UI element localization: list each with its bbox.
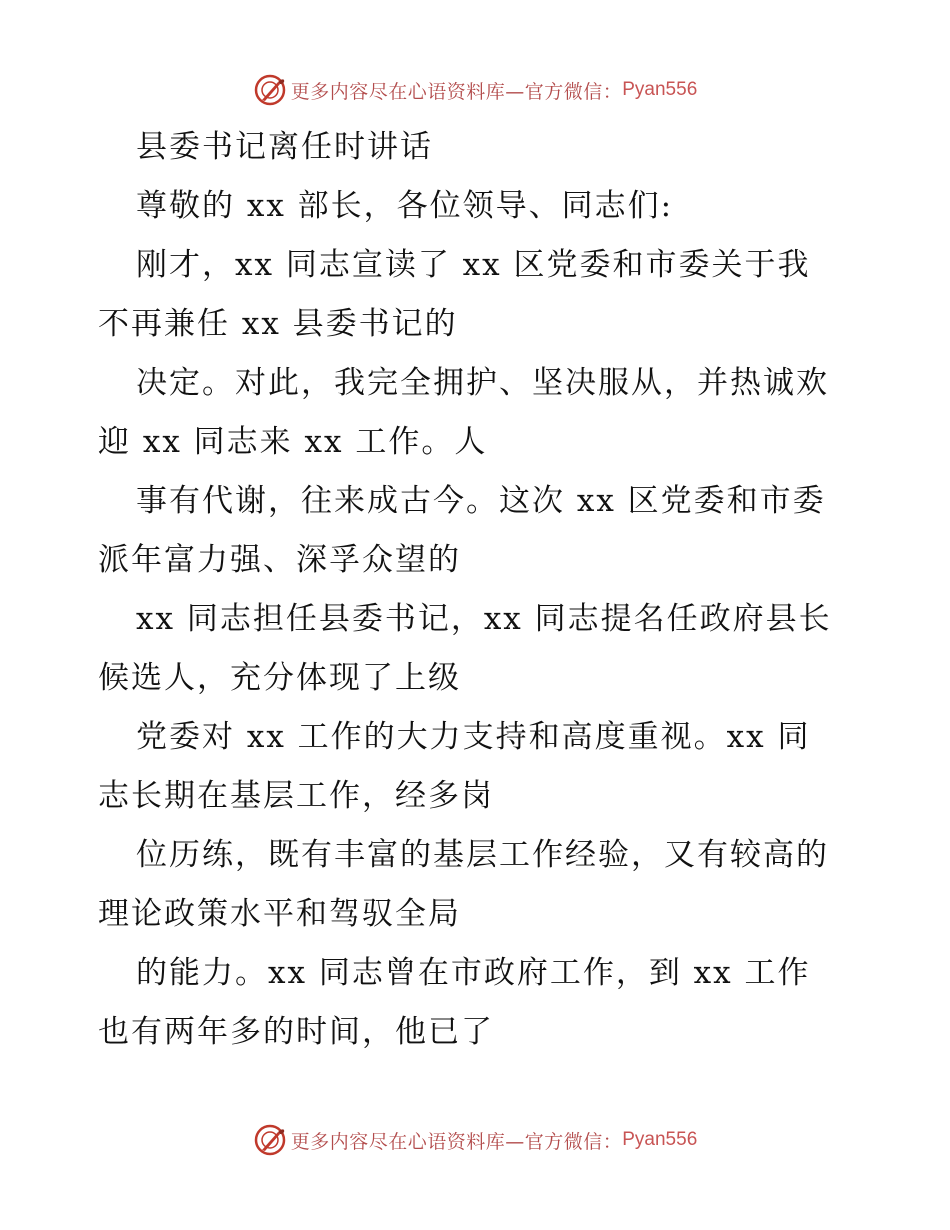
wechat-id: Pyan556 [622,79,698,100]
quill-pen-emblem-icon [253,1123,287,1157]
salutation: 尊敬的 xx 部长，各位领导、同志们: [136,188,674,224]
document-title: 县委书记离任时讲话 [136,129,433,165]
paragraph-line: 不再兼任 xx 县委书记的 [98,306,458,342]
paragraph-line: 党委对 xx 工作的大力支持和高度重视。xx 同 [136,719,811,755]
paragraph-line: 位历练，既有丰富的基层工作经验，又有较高的 [136,837,829,873]
banner-text: 更多内容尽在心语资料库—官方微信： [290,1130,623,1153]
header-banner [0,70,950,110]
paragraph-line: 派年富力强、深孚众望的 [98,542,461,578]
document-body [98,118,858,1062]
paragraph-line: 迎 xx 同志来 xx 工作。人 [98,424,488,460]
wechat-id: Pyan556 [622,1129,698,1150]
paragraph-line: 也有两年多的时间，他已了 [98,1014,494,1050]
paragraph-line: 候选人，充分体现了上级 [98,660,461,696]
footer-banner [0,1120,950,1160]
paragraph-line: 决定。对此，我完全拥护、坚决服从，并热诚欢 [136,365,829,401]
banner-text: 更多内容尽在心语资料库—官方微信： [290,80,623,103]
paragraph-line: xx 同志担任县委书记，xx 同志提名任政府县长 [136,601,832,637]
paragraph-line: 志长期在基层工作，经多岗 [98,778,494,814]
paragraph-line: 理论政策水平和驾驭全局 [98,896,461,932]
paragraph-line: 的能力。xx 同志曾在市政府工作，到 xx 工作 [136,955,811,991]
paragraph-line: 事有代谢，往来成古今。这次 xx 区党委和市委 [136,483,826,519]
quill-pen-emblem-icon [253,73,287,107]
paragraph-line: 刚才，xx 同志宣读了 xx 区党委和市委关于我 [136,247,811,283]
